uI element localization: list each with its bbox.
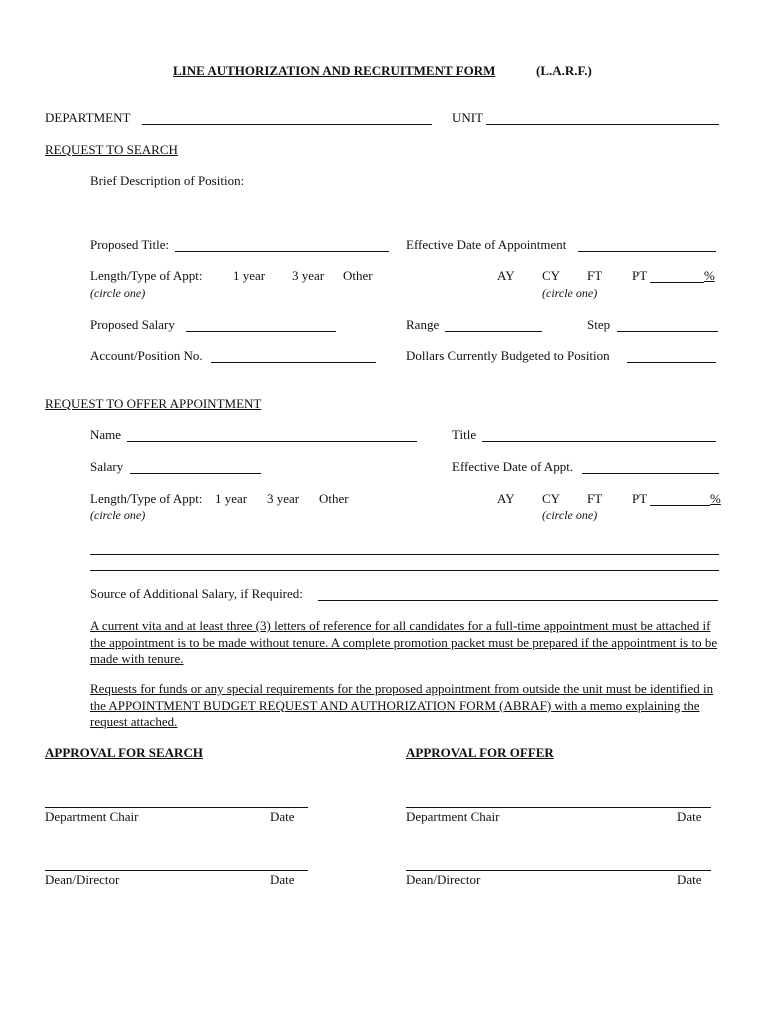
source-additional-salary-field[interactable] [318,600,718,601]
abraf-requirements-note: Requests for funds or any special requirements for the proposed appointment from outside the unit must be identified in the APPOINTMENT BUDGET REQUEST AND AUTHORIZATION FORM (ABRAF) with a memo explaining the request attached. [90,681,714,729]
dollars-budgeted-field[interactable] [627,362,716,363]
offer-chair-signature-line[interactable] [406,807,711,808]
proposed-salary-label: Proposed Salary [90,317,175,332]
approval-for-offer-heading: APPROVAL FOR OFFER [406,745,554,760]
proposed-salary-field[interactable] [186,331,336,332]
option-1-year[interactable]: 1 year [215,491,248,506]
effective-date-appt-label: Effective Date of Appt. [452,459,574,474]
search-dean-signature-line[interactable] [45,870,308,871]
circle-one-note: (circle one) [90,286,146,300]
department-field[interactable] [142,124,432,125]
effective-date-field[interactable] [578,251,716,252]
option-other[interactable]: Other [343,268,373,283]
brief-description-area[interactable] [90,192,720,232]
brief-description-label: Brief Description of Position: [90,173,245,188]
department-label: DEPARTMENT [45,110,131,125]
account-position-field[interactable] [211,362,376,363]
offer-department-chair-label: Department Chair [406,809,500,824]
step-label: Step [587,317,611,332]
length-type-label: Length/Type of Appt: [90,491,203,506]
request-to-offer-heading: REQUEST TO OFFER APPOINTMENT [45,396,262,411]
name-field[interactable] [127,441,417,442]
option-other[interactable]: Other [319,491,349,506]
offer-dean-director-label: Dean/Director [406,872,481,887]
form-title-abbrev: (L.A.R.F.) [536,63,592,78]
title-field[interactable] [482,441,716,442]
approval-for-search-heading: APPROVAL FOR SEARCH [45,745,203,760]
option-cy[interactable]: CY [542,491,561,506]
option-ft[interactable]: FT [587,268,603,283]
search-department-chair-label: Department Chair [45,809,139,824]
offer-chair-date-label: Date [677,809,702,824]
step-field[interactable] [617,331,718,332]
option-ft[interactable]: FT [587,491,603,506]
title-label: Title [452,427,477,442]
option-1-year[interactable]: 1 year [233,268,266,283]
circle-one-note: (circle one) [90,508,146,522]
option-pt[interactable]: PT [632,491,648,506]
offer-notes-line[interactable] [90,570,719,571]
option-pt[interactable]: PT [632,268,648,283]
search-dean-director-label: Dean/Director [45,872,120,887]
dollars-budgeted-label: Dollars Currently Budgeted to Position [406,348,610,363]
option-ay[interactable]: AY [497,491,515,506]
option-3-year[interactable]: 3 year [267,491,300,506]
range-label: Range [406,317,440,332]
unit-label: UNIT [452,110,484,125]
request-to-search-heading: REQUEST TO SEARCH [45,142,178,157]
offer-dean-signature-line[interactable] [406,870,711,871]
search-chair-signature-line[interactable] [45,807,308,808]
pt-percent-field[interactable] [650,505,710,506]
percent-sign: % [710,491,721,506]
percent-sign: % [704,268,715,283]
pt-percent-field[interactable] [650,282,704,283]
salary-field[interactable] [130,473,261,474]
name-label: Name [90,427,122,442]
circle-one-note: (circle one) [542,508,598,522]
effective-date-label: Effective Date of Appointment [406,237,567,252]
offer-notes-line[interactable] [90,554,719,555]
unit-field[interactable] [486,124,719,125]
option-3-year[interactable]: 3 year [292,268,325,283]
search-chair-date-label: Date [270,809,295,824]
option-cy[interactable]: CY [542,268,561,283]
option-ay[interactable]: AY [497,268,515,283]
reference-requirements-note: A current vita and at least three (3) letters of reference for all candidates for a full-time appointment must be attached if the appointment is to be made without tenure. A complete promotion packet must be prepared if the appointment is to be made with tenure. [90,618,718,666]
circle-one-note: (circle one) [542,286,598,300]
proposed-title-label: Proposed Title: [90,237,170,252]
form-title: LINE AUTHORIZATION AND RECRUITMENT FORM [173,63,496,78]
range-field[interactable] [445,331,542,332]
proposed-title-field[interactable] [175,251,389,252]
account-position-label: Account/Position No. [90,348,203,363]
source-additional-salary-label: Source of Additional Salary, if Required: [90,586,303,601]
effective-date-appt-field[interactable] [582,473,719,474]
search-dean-date-label: Date [270,872,295,887]
salary-label: Salary [90,459,124,474]
length-type-label: Length/Type of Appt: [90,268,203,283]
offer-dean-date-label: Date [677,872,702,887]
